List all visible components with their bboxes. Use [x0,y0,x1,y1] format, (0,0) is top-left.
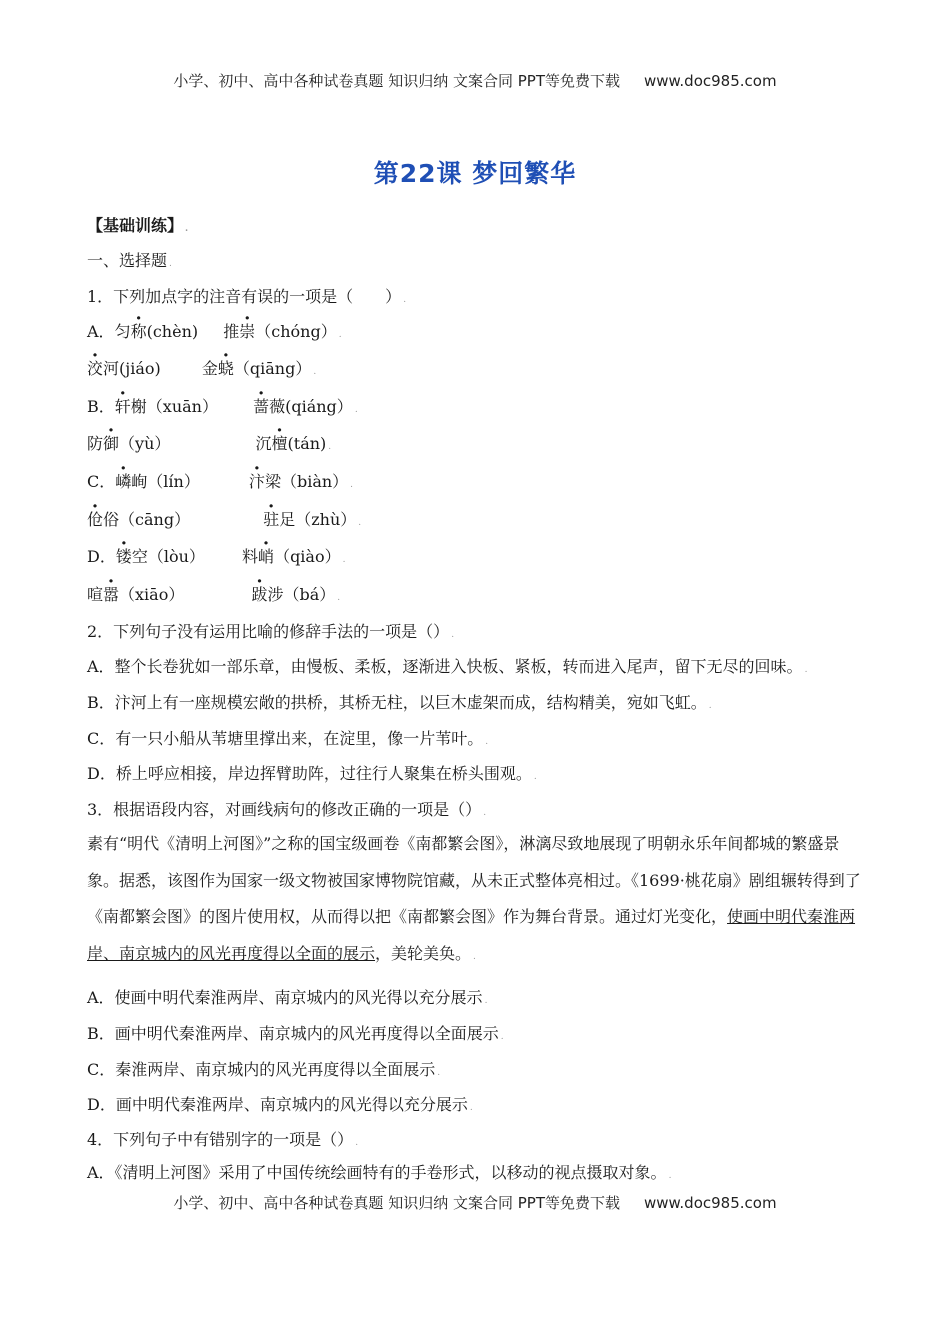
q1-option-a-line1: A．匀称(chèn) 推崇（chóng） . [87,322,342,341]
q3-passage: 素有“明代《清明上河图》”之称的国宝级画卷《南都繁会图》，淋漓尽致地展现了明朝永乐年间都城的繁盛景象。据悉，该图作为国家一级文物被国家博物院馆藏，从未正式整体亮相过。《1699·桃花扇》剧组辗转得到了《南都繁会图》的图片使用权，从而得以把《南都繁会图》作为舞台背景。通过灯光变化，使画中明代秦淮两岸、南京城内的风光再度得以全面的展示，美轮美奂。 . [87,834,861,963]
q4-option-a: A．《清明上河图》采用了中国传统绘画特有的手卷形式，以移动的视点摄取对象。 . [87,1163,672,1182]
q2-option-c: C．有一只小船从苇塘里撑出来，在淀里，像一片苇叶。 . [87,729,489,748]
q2-stem: 2．下列句子没有运用比喻的修辞手法的一项是（） . [87,622,455,641]
q3-option-d: D．画中明代秦淮两岸、南京城内的风光得以充分展示 . [87,1095,473,1114]
q3-option-a: A．使画中明代秦淮两岸、南京城内的风光得以充分展示 . [87,988,488,1007]
footer-text: 小学、初中、高中各种试卷真题 知识归纳 文案合同 PPT等免费下载 [173,1194,620,1212]
q1-option-d-line1: D．镂空（lòu） 料峭（qiào） . [87,547,346,566]
header-text: 小学、初中、高中各种试卷真题 知识归纳 文案合同 PPT等免费下载 [173,72,620,90]
page-header [0,70,950,91]
page-title: 第22课 梦回繁华 [373,159,577,188]
page-footer [0,1192,950,1213]
part-heading: 一、选择题 . [87,251,172,270]
q4-stem: 4．下列句子中有错别字的一项是（） . [87,1130,359,1149]
header-site-link[interactable]: www.doc985.com [643,72,777,90]
q1-option-c-line2: 伧俗（cāng） 驻足（zhù） . [87,510,362,529]
q2-option-a: A．整个长卷犹如一部乐章，由慢板、柔板，逐渐进入快板、紧板，转而进入尾声，留下无尽的回味。 . [87,657,808,676]
q3-underlined-sentence: 使画中明代秦淮两岸、南京城内的风光再度得以全面的展示 [87,907,856,963]
q3-option-c: C．秦淮两岸、南京城内的风光再度得以全面展示 . [87,1060,441,1079]
q1-stem: 1．下列加点字的注音有误的一项是（ ） . [87,287,407,306]
q3-option-b: B．画中明代秦淮两岸、南京城内的风光再度得以全面展示 . [87,1024,504,1043]
q3-stem: 3．根据语段内容，对画线病句的修改正确的一项是（） . [87,800,487,819]
q2-option-d: D．桥上呼应相接，岸边挥臂助阵，过往行人聚集在桥头围观。 . [87,764,537,783]
q1-option-a-line2: 洨河(jiáo) 金蛲（qiāng） . [87,359,317,378]
section-heading: 【基础训练】 . [87,216,189,235]
q1-option-d-line2: 喧嚣（xiāo） 跋涉（bá） . [87,585,341,604]
footer-site-link[interactable]: www.doc985.com [643,1194,777,1212]
q2-option-b: B．汴河上有一座规模宏敞的拱桥，其桥无柱，以巨木虚架而成，结构精美，宛如飞虹。 . [87,693,712,712]
q1-option-b-line2: 防御（yù） 沉檀(tán) . [87,434,332,453]
q1-option-c-line1: C．嶙峋（lín） 汴梁（biàn） . [87,472,354,491]
q1-option-b-line1: B．轩榭（xuān） 蔷薇(qiáng） . [87,397,358,416]
